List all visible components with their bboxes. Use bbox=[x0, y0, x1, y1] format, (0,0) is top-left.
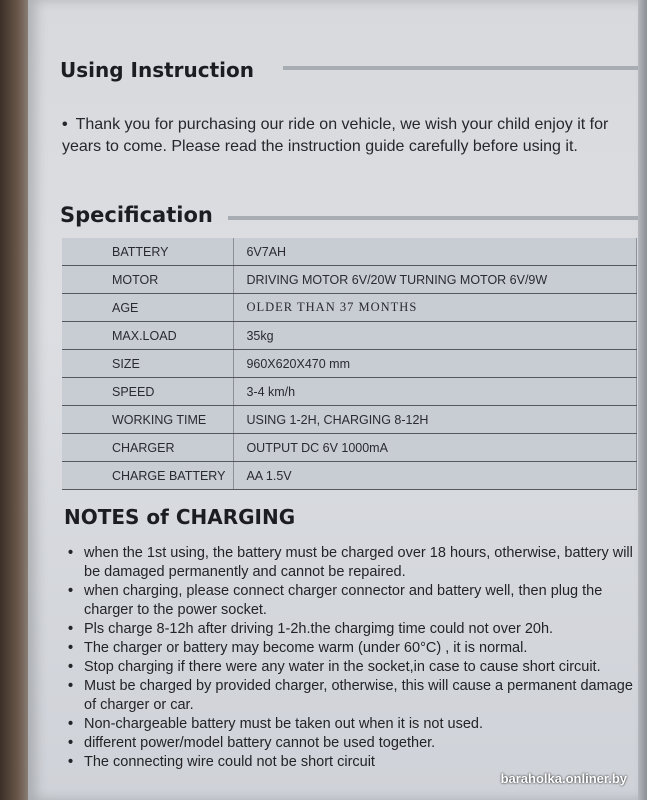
spec-value: 35kg bbox=[234, 322, 637, 350]
specification-heading: Specification bbox=[60, 203, 213, 227]
spec-value: 6V7AH bbox=[234, 238, 637, 266]
spec-label: CHARGE BATTERY bbox=[62, 462, 234, 490]
bullet-icon: • bbox=[68, 621, 74, 637]
charging-notes-list bbox=[62, 544, 638, 772]
spec-row bbox=[62, 238, 637, 266]
specification-table bbox=[62, 238, 637, 490]
note-text: Pls charge 8-12h after driving 1-2h.the chargimg time could not over 20h. bbox=[84, 621, 554, 637]
list-item bbox=[62, 715, 638, 734]
note-text: The connecting wire could not be short circuit bbox=[84, 754, 375, 770]
heading-rule bbox=[228, 216, 638, 220]
note-text: different power/model battery cannot be used together. bbox=[84, 735, 436, 751]
note-text: when charging, please connect charger connector and battery well, then plug the charger to the power socket. bbox=[84, 583, 603, 618]
list-item bbox=[62, 734, 638, 753]
spec-row bbox=[62, 294, 637, 322]
spec-value: 3-4 km/h bbox=[234, 378, 637, 406]
bullet-icon: • bbox=[62, 116, 68, 133]
bullet-icon: • bbox=[68, 659, 74, 675]
using-instruction-heading: Using Instruction bbox=[60, 58, 255, 82]
spec-label: MAX.LOAD bbox=[62, 322, 234, 350]
instruction-sheet bbox=[28, 0, 638, 800]
spec-row bbox=[62, 378, 637, 406]
note-text: Stop charging if there were any water in the socket,in case to cause short circuit. bbox=[84, 659, 601, 675]
spec-value: USING 1-2H, CHARGING 8-12H bbox=[234, 406, 637, 434]
heading-rule bbox=[283, 66, 638, 70]
bullet-icon: • bbox=[68, 735, 74, 751]
spec-label: WORKING TIME bbox=[62, 406, 234, 434]
list-item bbox=[62, 582, 638, 620]
spec-row bbox=[62, 462, 637, 490]
list-item bbox=[62, 658, 638, 677]
bullet-icon: • bbox=[68, 678, 74, 694]
bullet-icon: • bbox=[68, 640, 74, 656]
note-text: Must be charged by provided charger, otherwise, this will cause a permanent damage of charger or car. bbox=[84, 678, 633, 713]
bullet-icon: • bbox=[68, 545, 74, 561]
list-item bbox=[62, 620, 638, 639]
spec-row bbox=[62, 266, 637, 294]
notes-of-charging-heading: NOTES of CHARGING bbox=[64, 505, 296, 529]
background-edge-right bbox=[637, 0, 647, 800]
intro-paragraph bbox=[62, 114, 622, 158]
list-item bbox=[62, 639, 638, 658]
spec-row bbox=[62, 322, 637, 350]
spec-row bbox=[62, 350, 637, 378]
spec-value: 960X620X470 mm bbox=[234, 350, 637, 378]
list-item bbox=[62, 544, 638, 582]
list-item bbox=[62, 753, 638, 772]
bullet-icon: • bbox=[68, 583, 74, 599]
spec-value: OLDER THAN 37 MONTHS bbox=[234, 294, 637, 322]
watermark: baraholka.onliner.by bbox=[500, 771, 627, 786]
intro-text: Thank you for purchasing our ride on vehicle, we wish your child enjoy it for years to come. Please read the instruction guide carefully before using it. bbox=[62, 116, 609, 155]
note-text: Non-chargeable battery must be taken out when it is not used. bbox=[84, 716, 483, 732]
note-text: when the 1st using, the battery must be charged over 18 hours, otherwise, battery will be damaged permanently and cannot be repaired. bbox=[84, 545, 633, 580]
bullet-icon: • bbox=[68, 716, 74, 732]
spec-label: AGE bbox=[62, 294, 234, 322]
spec-row bbox=[62, 434, 637, 462]
spec-value: AA 1.5V bbox=[234, 462, 637, 490]
spec-value: DRIVING MOTOR 6V/20W TURNING MOTOR 6V/9W bbox=[234, 266, 637, 294]
bullet-icon: • bbox=[68, 754, 74, 770]
note-text: The charger or battery may become warm (under 60°C) , it is normal. bbox=[84, 640, 528, 656]
spec-row bbox=[62, 406, 637, 434]
spec-label: SPEED bbox=[62, 378, 234, 406]
list-item bbox=[62, 677, 638, 715]
spec-label: SIZE bbox=[62, 350, 234, 378]
spec-label: BATTERY bbox=[62, 238, 234, 266]
spec-value: OUTPUT DC 6V 1000mA bbox=[234, 434, 637, 462]
spec-label: MOTOR bbox=[62, 266, 234, 294]
spec-label: CHARGER bbox=[62, 434, 234, 462]
